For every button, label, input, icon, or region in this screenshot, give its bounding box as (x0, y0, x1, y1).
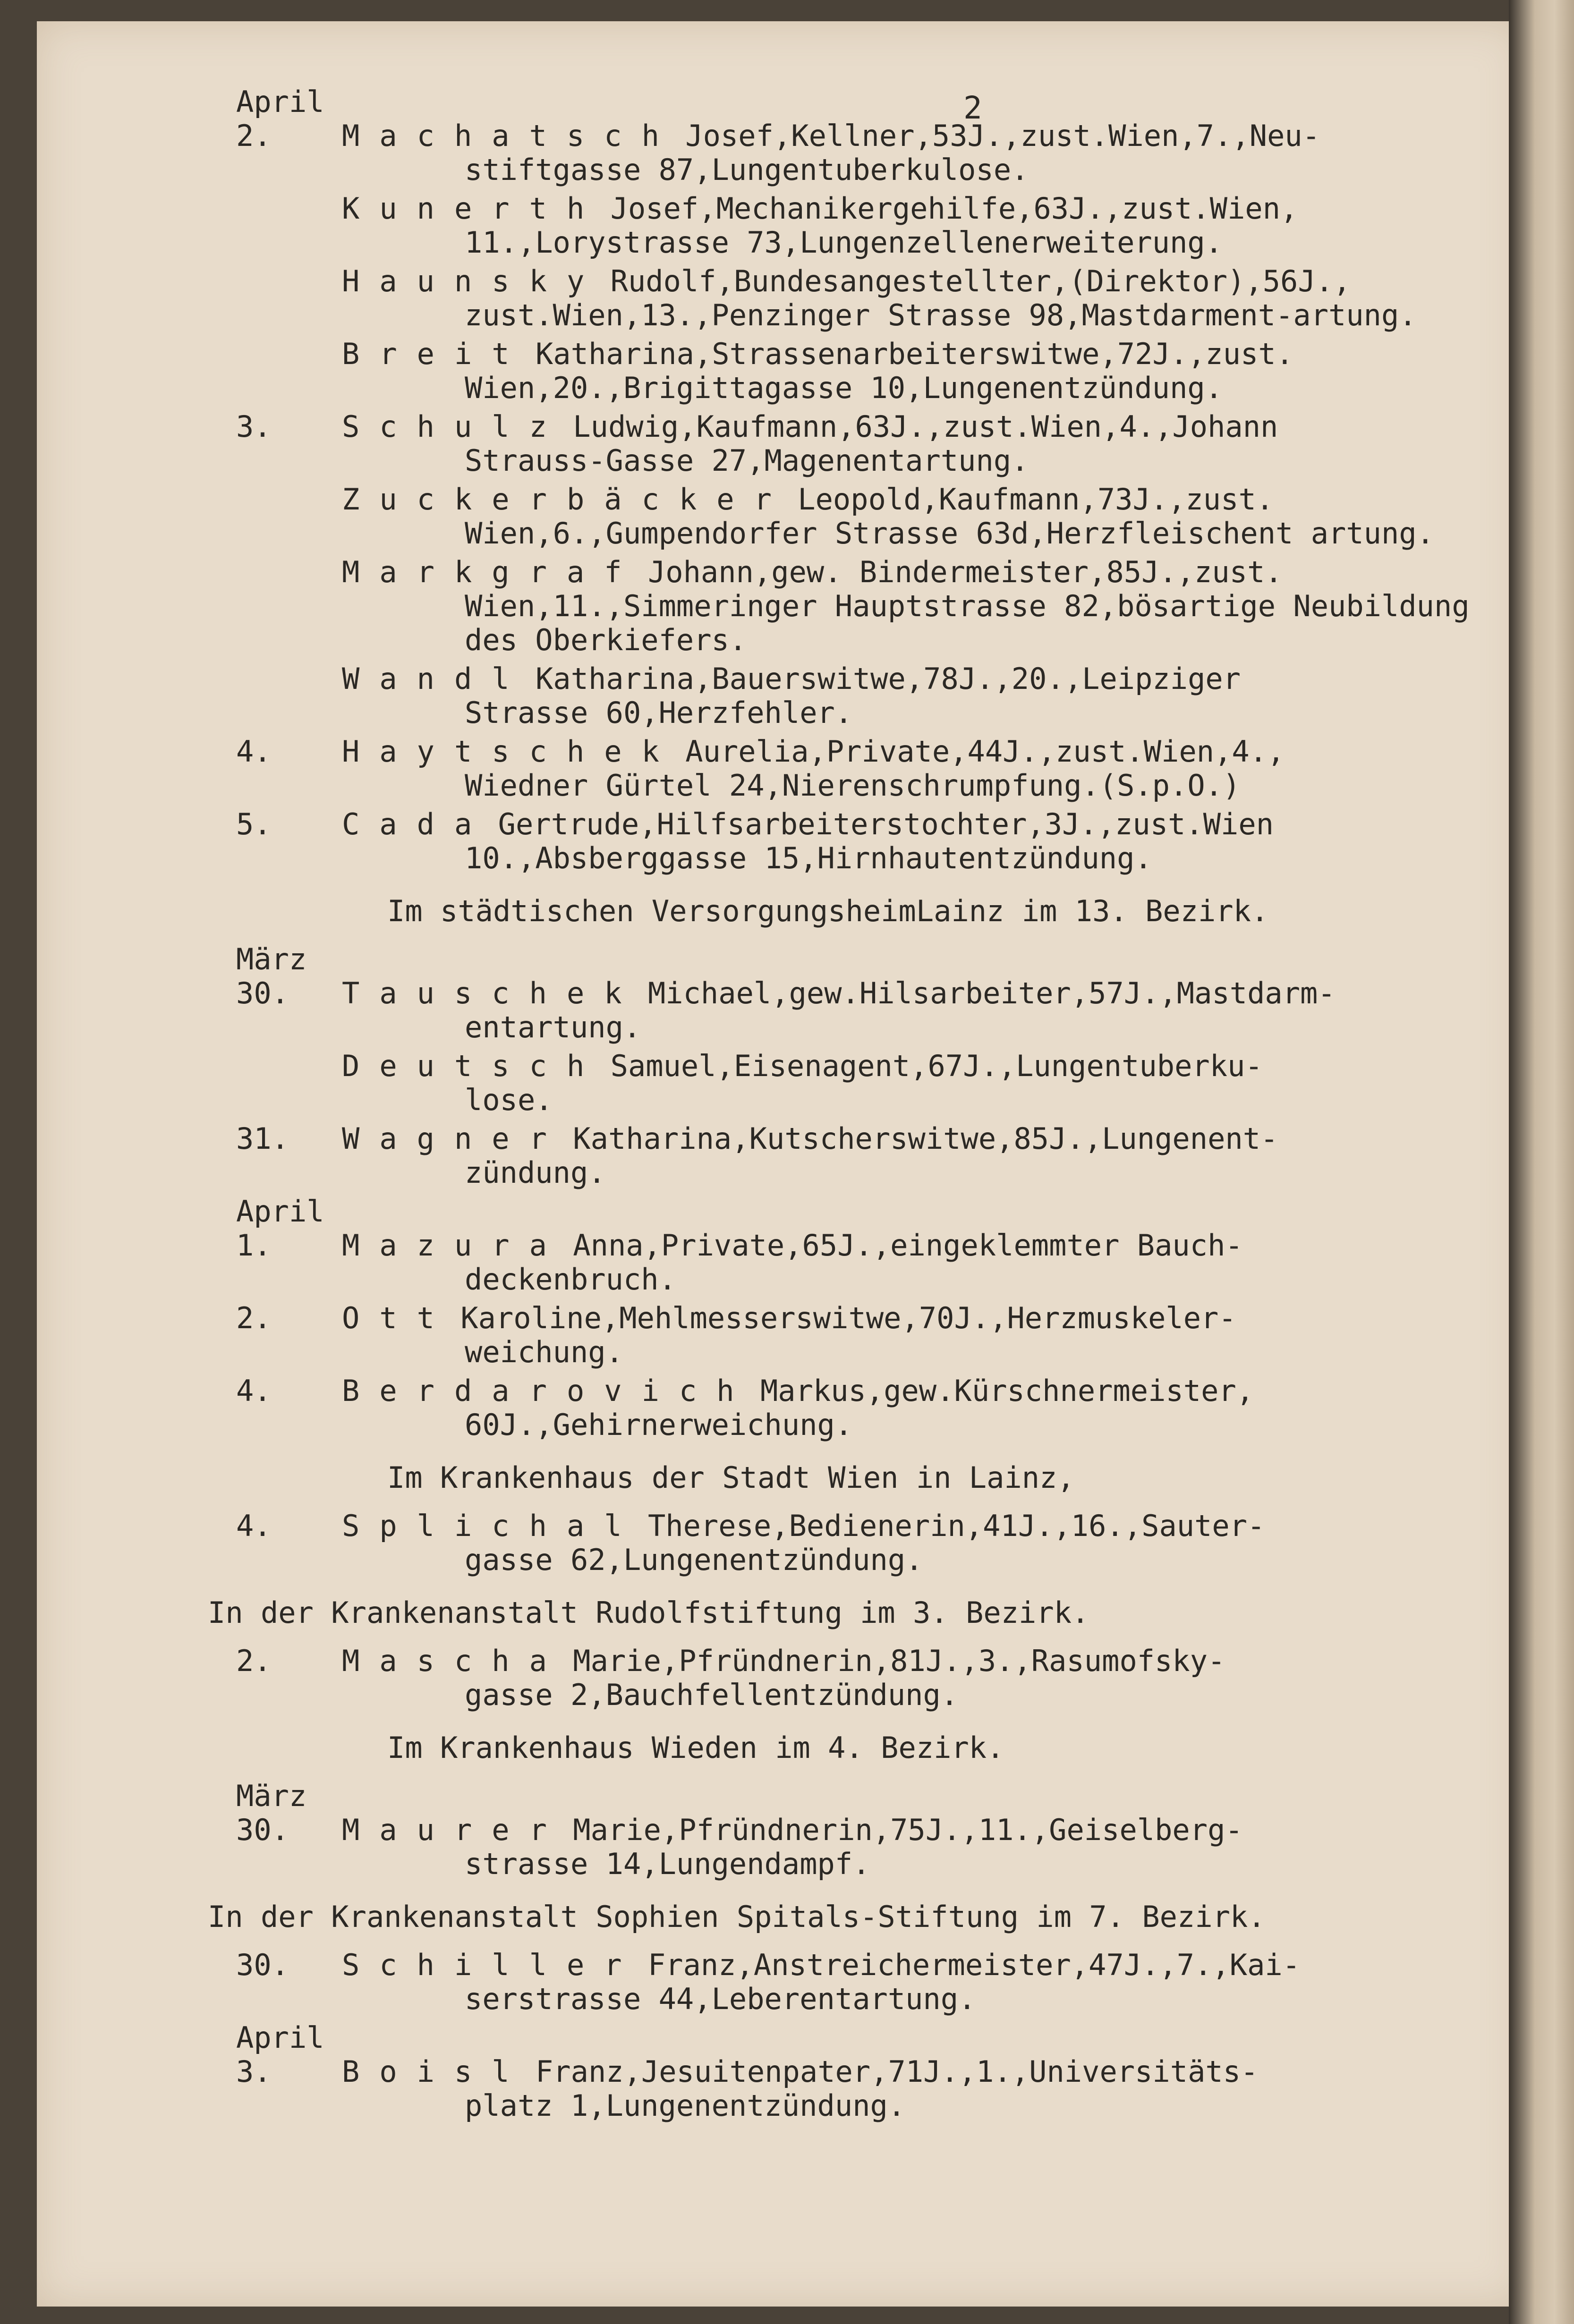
death-record-entry (0, 976, 1483, 1044)
entry-details: Katharina,Strassenarbeiterswitwe,72J.,zust. (535, 337, 1294, 371)
death-record-entry (0, 119, 1483, 187)
surname: Wagner (342, 1121, 567, 1156)
surname: Tauschek (342, 976, 642, 1010)
entry-day (236, 483, 342, 551)
death-record-entry (0, 1509, 1483, 1577)
month-label: April (236, 2020, 324, 2055)
surname: Zuckerbäcker (342, 482, 791, 517)
entry-day: 3. (236, 409, 272, 444)
entry-details: Anna,Private,65J.,eingeklemmter Bauch- (573, 1228, 1243, 1263)
entry-day: 2. (236, 119, 272, 153)
surname: Mascha (342, 1644, 567, 1678)
entry-body (342, 1948, 1483, 2016)
entry-body (342, 2055, 1483, 2123)
section-heading: In der Krankenanstalt Rudolfstiftung im 3. Bezirk. (208, 1595, 1089, 1630)
entry-continuation: weichung. (465, 1335, 623, 1369)
entry-details: Aurelia,Private,44J.,zust.Wien,4., (685, 734, 1285, 769)
entry-details: Michael,gew.Hilsarbeiter,57J.,Mastdarm- (647, 976, 1336, 1010)
entry-day: 2. (236, 1644, 272, 1678)
section-heading: Im städtischen VersorgungsheimLainz im 13. Bezirk. (387, 894, 1269, 928)
death-record-entry (0, 1374, 1483, 1442)
section (208, 1596, 1483, 1712)
entry-day: 31. (236, 1121, 289, 1156)
entry-details: Josef,Mechanikergehilfe,63J.,zust.Wien, (610, 191, 1298, 226)
entry-continuation: Wien,6.,Gumpendorfer Strasse 63d,Herzfleischent artung. (465, 516, 1434, 551)
entry-body (342, 410, 1483, 478)
surname: Breit (342, 337, 529, 371)
entry-continuation: Wiedner Gürtel 24,Nierenschrumpfung.(S.p.O.) (465, 768, 1241, 803)
entry-continuation: platz 1,Lungenentzündung. (465, 2088, 906, 2123)
entry-details: Ludwig,Kaufmann,63J.,zust.Wien,4.,Johann (573, 409, 1278, 444)
entry-day: 3. (236, 2054, 272, 2089)
entry-day (236, 1049, 342, 1117)
entry-day: 2. (236, 1301, 272, 1335)
entry-continuation: entartung. (465, 1010, 641, 1044)
month-label: März (236, 1779, 307, 1813)
entry-day: 4. (236, 1374, 272, 1408)
death-record-entry (0, 337, 1483, 405)
entry-body (342, 264, 1483, 332)
month-label: April (236, 1194, 324, 1229)
entry-body (342, 119, 1483, 187)
death-record-entry (0, 1049, 1483, 1117)
section (208, 85, 1483, 875)
entry-day: 30. (236, 976, 289, 1010)
death-record-entry (0, 1229, 1483, 1297)
surname: Schulz (342, 409, 567, 444)
entry-body (342, 192, 1483, 260)
entry-body (342, 1813, 1483, 1881)
death-record-entry (0, 264, 1483, 332)
month-label: März (236, 942, 307, 976)
surname: Kunerth (342, 191, 604, 226)
death-record-entry (0, 662, 1483, 730)
entry-continuation: 60J.,Gehirnerweichung. (465, 1408, 853, 1442)
entry-details: Leopold,Kaufmann,73J.,zust. (798, 482, 1274, 517)
surname: Mazura (342, 1228, 567, 1263)
surname: Haytschek (342, 734, 679, 769)
month-label: April (236, 85, 324, 119)
entry-details: Samuel,Eisenagent,67J.,Lungentuberku- (610, 1049, 1263, 1083)
section (208, 894, 1483, 1442)
surname: Berdarovich (342, 1374, 754, 1408)
section-heading: In der Krankenanstalt Sophien Spitals-Stiftung im 7. Bezirk. (208, 1900, 1266, 1934)
entry-day: 4. (236, 734, 272, 769)
entry-body (342, 337, 1483, 405)
entry-continuation: Wien,11.,Simmeringer Hauptstrasse 82,bösartige Neubildung des Oberkiefers. (465, 589, 1470, 657)
surname: Ott (342, 1301, 454, 1335)
entry-continuation: zust.Wien,13.,Penzinger Strasse 98,Mastdarment-artung. (465, 298, 1417, 332)
surname: Schiller (342, 1948, 642, 1982)
entry-continuation: serstrasse 44,Leberentartung. (465, 1982, 976, 2016)
entry-details: Marie,Pfründnerin,75J.,11.,Geiselberg- (573, 1813, 1243, 1847)
death-record-entry (0, 555, 1483, 657)
entry-continuation: Strasse 60,Herzfehler. (465, 696, 853, 730)
entry-body (342, 807, 1483, 875)
death-record-entry (0, 1122, 1483, 1190)
surname: Cada (342, 807, 492, 841)
death-record-entry (0, 1301, 1483, 1369)
section (208, 1461, 1483, 1577)
section (208, 1900, 1483, 2123)
death-record-entry (0, 2055, 1483, 2123)
entry-continuation: stiftgasse 87,Lungentuberkulose. (465, 153, 1029, 187)
entry-continuation: Wien,20.,Brigittagasse 10,Lungenentzündung. (465, 371, 1223, 405)
document-body (208, 85, 1483, 2128)
entry-details: Rudolf,Bundesangestellter,(Direktor),56J., (610, 264, 1351, 298)
page-number: 2 (963, 90, 982, 126)
entry-details: Johann,gew. Bindermeister,85J.,zust. (647, 555, 1283, 589)
entry-day: 5. (236, 807, 272, 841)
entry-body (342, 1644, 1483, 1712)
surname: Wandl (342, 662, 529, 696)
entry-continuation: gasse 2,Bauchfellentzündung. (465, 1678, 959, 1712)
book-edge (1509, 0, 1574, 2324)
entry-details: Franz,Anstreichermeister,47J.,7.,Kai- (647, 1948, 1301, 1982)
entry-continuation: zündung. (465, 1155, 606, 1190)
entry-day (236, 337, 342, 405)
entry-details: Katharina,Bauerswitwe,78J.,20.,Leipziger (535, 662, 1241, 696)
section-heading: Im Krankenhaus Wieden im 4. Bezirk. (387, 1730, 1004, 1765)
entry-day: 4. (236, 1509, 272, 1543)
entry-continuation: deckenbruch. (465, 1262, 676, 1297)
death-record-entry (0, 735, 1483, 803)
surname: Splichal (342, 1509, 642, 1543)
death-record-entry (0, 483, 1483, 551)
entry-body (342, 1229, 1483, 1297)
entry-body (342, 976, 1483, 1044)
entry-continuation: Strauss-Gasse 27,Magenentartung. (465, 443, 1029, 478)
surname: Machatsch (342, 119, 679, 153)
entry-continuation: 10.,Absberggasse 15,Hirnhautentzündung. (465, 841, 1152, 875)
entry-body (342, 1049, 1483, 1117)
entry-day (236, 264, 342, 332)
section (208, 1731, 1483, 1881)
entry-continuation: gasse 62,Lungenentzündung. (465, 1543, 923, 1577)
entry-body (342, 555, 1483, 657)
death-record-entry (0, 1948, 1483, 2016)
death-record-entry (0, 1813, 1483, 1881)
entry-details: Gertrude,Hilfsarbeiterstochter,3J.,zust.Wien (498, 807, 1274, 841)
surname: Maurer (342, 1813, 567, 1847)
entry-details: Katharina,Kutscherswitwe,85J.,Lungenent- (573, 1121, 1278, 1156)
entry-body (342, 1509, 1483, 1577)
surname: Haunsky (342, 264, 604, 298)
entry-details: Therese,Bedienerin,41J.,16.,Sauter- (647, 1509, 1265, 1543)
entry-body (342, 1122, 1483, 1190)
entry-day (236, 192, 342, 260)
entry-day: 1. (236, 1228, 272, 1263)
entry-continuation: strasse 14,Lungendampf. (465, 1847, 870, 1881)
section-heading: Im Krankenhaus der Stadt Wien in Lainz, (387, 1460, 1075, 1495)
entry-continuation: 11.,Lorystrasse 73,Lungenzellenerweiterung. (465, 225, 1223, 260)
entry-body (342, 1374, 1483, 1442)
death-record-entry (0, 1644, 1483, 1712)
entry-day (236, 662, 342, 730)
entry-day: 30. (236, 1948, 289, 1982)
death-record-entry (0, 807, 1483, 875)
surname: Markgraf (342, 555, 642, 589)
entry-body (342, 735, 1483, 803)
surname: Deutsch (342, 1049, 604, 1083)
entry-body (342, 1301, 1483, 1369)
entry-body (342, 483, 1483, 551)
entry-details: Markus,gew.Kürschnermeister, (760, 1374, 1254, 1408)
entry-day (236, 555, 342, 657)
entry-details: Marie,Pfründnerin,81J.,3.,Rasumofsky- (573, 1644, 1225, 1678)
entry-continuation: lose. (465, 1083, 553, 1117)
entry-day: 30. (236, 1813, 289, 1847)
entry-details: Franz,Jesuitenpater,71J.,1.,Universitäts- (535, 2054, 1259, 2089)
death-record-entry (0, 192, 1483, 260)
death-record-entry (0, 410, 1483, 478)
entry-details: Karoline,Mehlmesserswitwe,70J.,Herzmuskeler- (460, 1301, 1236, 1335)
entry-body (342, 662, 1483, 730)
entry-details: Josef,Kellner,53J.,zust.Wien,7.,Neu- (685, 119, 1320, 153)
surname: Boisl (342, 2054, 529, 2089)
